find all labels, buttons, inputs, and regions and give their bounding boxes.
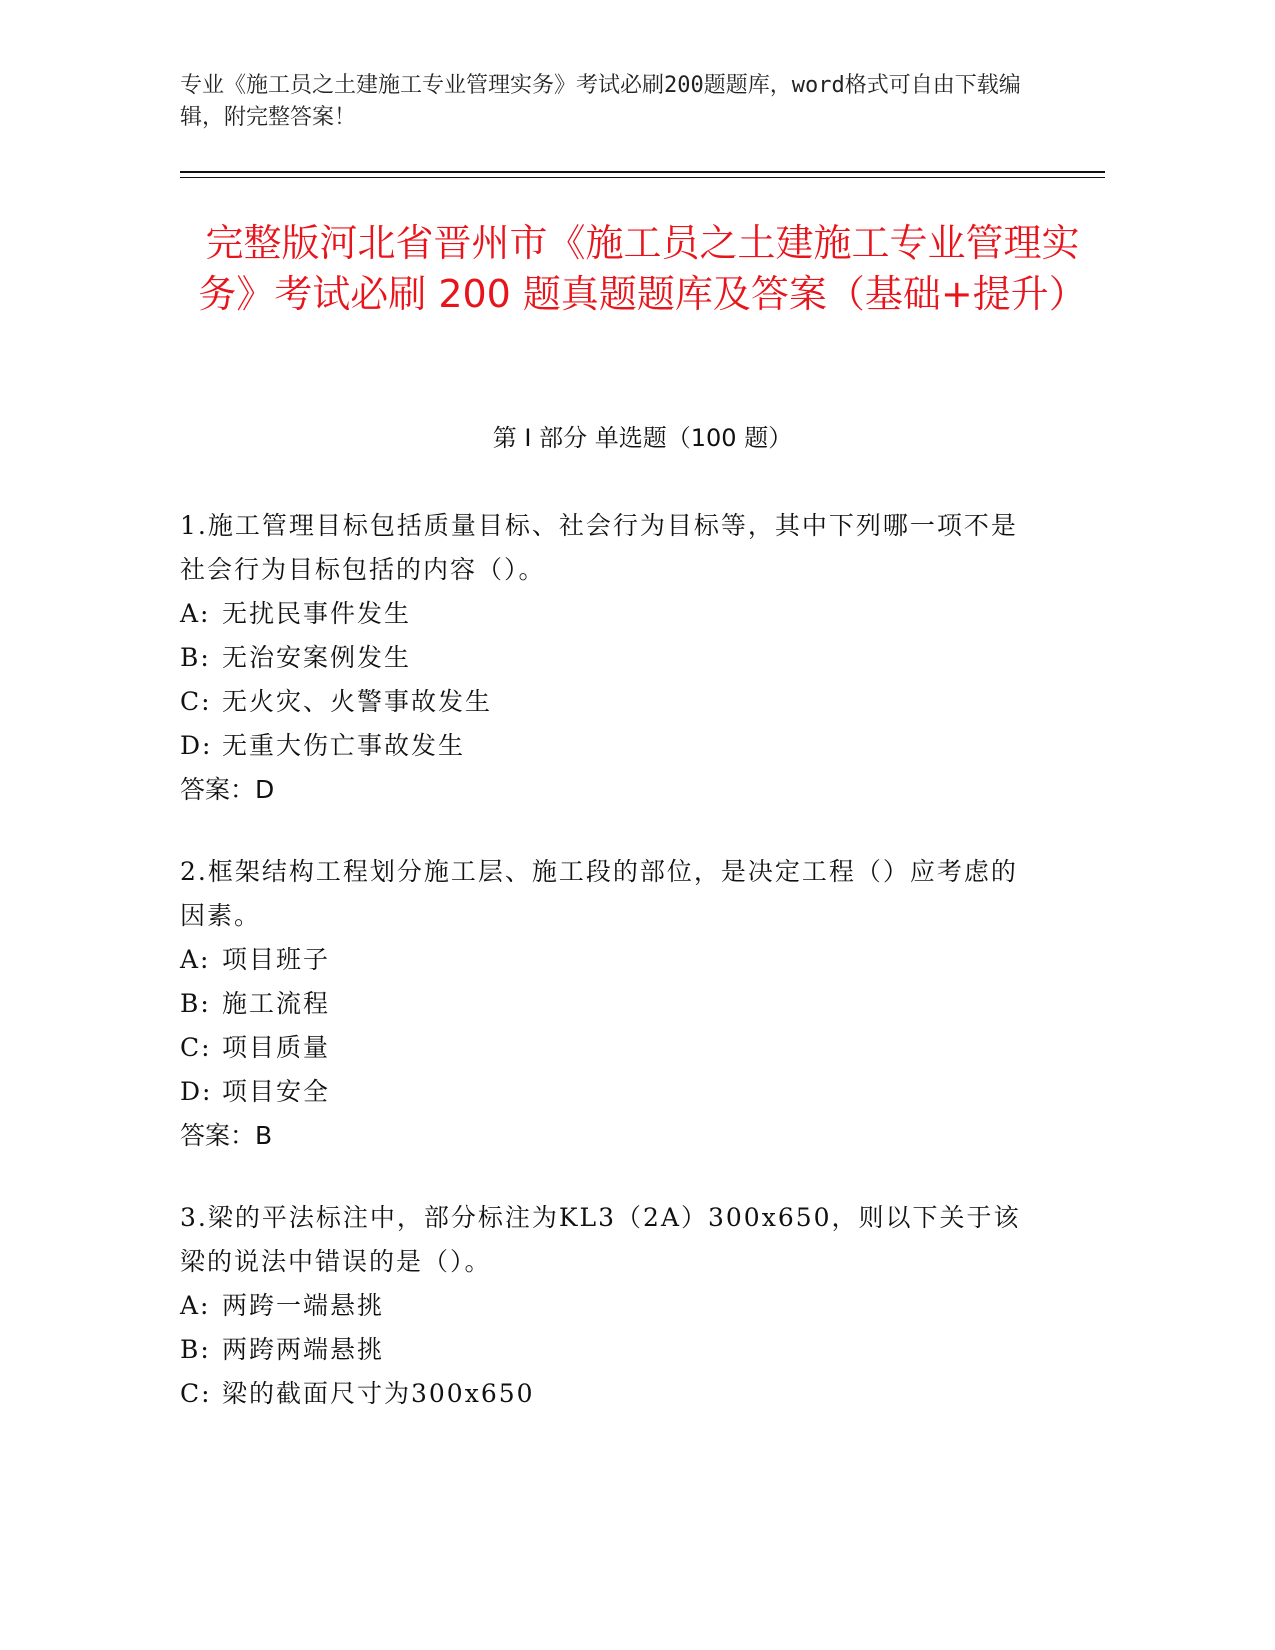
option-text: 项目安全 [222,1077,331,1106]
option-key: B: [180,989,211,1018]
option-b [180,982,1025,1026]
option-b [180,636,1025,680]
option-text: 无火灾、火警事故发生 [222,687,493,716]
answer-line: 答案：D [180,775,275,804]
option-key: A: [180,599,211,628]
option-text: 无扰民事件发生 [222,599,412,628]
option-text: 两跨一端悬挑 [222,1291,385,1320]
header-note: 专业《施工员之土建施工专业管理实务》考试必刷200题题库，word格式可自由下载编辑，附完整答案！ [180,73,1021,130]
option-text: 无重大伤亡事故发生 [222,731,466,760]
section-heading: 第 I 部分 单选题（100 题） [492,424,793,452]
option-d [180,1070,1025,1114]
question-stem: 3.梁的平法标注中，部分标注为KL3（2A）300x650，则以下关于该梁的说法中错误的是（）。 [180,1203,1021,1276]
answer-line: 答案：B [180,1121,273,1150]
question-2 [180,850,1025,1158]
option-text: 项目质量 [222,1033,331,1062]
option-key: D: [180,731,213,760]
option-c [180,1026,1025,1070]
option-text: 梁的截面尺寸为300x650 [222,1379,535,1408]
header-divider-thin [180,177,1105,178]
question-3 [180,1196,1025,1416]
option-c [180,1372,1025,1416]
option-key: B: [180,1335,211,1364]
option-a [180,592,1025,636]
option-key: B: [180,643,211,672]
option-c [180,680,1025,724]
question-list [180,504,1025,1454]
option-key: A: [180,945,211,974]
header-divider-thick [180,171,1105,173]
option-key: C: [180,1379,212,1408]
option-text: 项目班子 [222,945,331,974]
option-d [180,724,1025,768]
question-stem: 1.施工管理目标包括质量目标、社会行为目标等，其中下列哪一项不是社会行为目标包括的内容（）。 [180,511,1018,584]
document-title: 完整版河北省晋州市《施工员之土建施工专业管理实务》考试必刷 200 题真题题库及答案（基础+提升） [198,221,1087,316]
option-key: D: [180,1077,213,1106]
option-text: 无治安案例发生 [222,643,412,672]
option-b [180,1328,1025,1372]
option-text: 施工流程 [222,989,331,1018]
option-a [180,1284,1025,1328]
question-stem: 2.框架结构工程划分施工层、施工段的部位，是决定工程（）应考虑的因素。 [180,857,1018,930]
option-a [180,938,1025,982]
option-key: C: [180,1033,212,1062]
question-1 [180,504,1025,812]
option-text: 两跨两端悬挑 [222,1335,385,1364]
option-key: C: [180,687,212,716]
option-key: A: [180,1291,211,1320]
